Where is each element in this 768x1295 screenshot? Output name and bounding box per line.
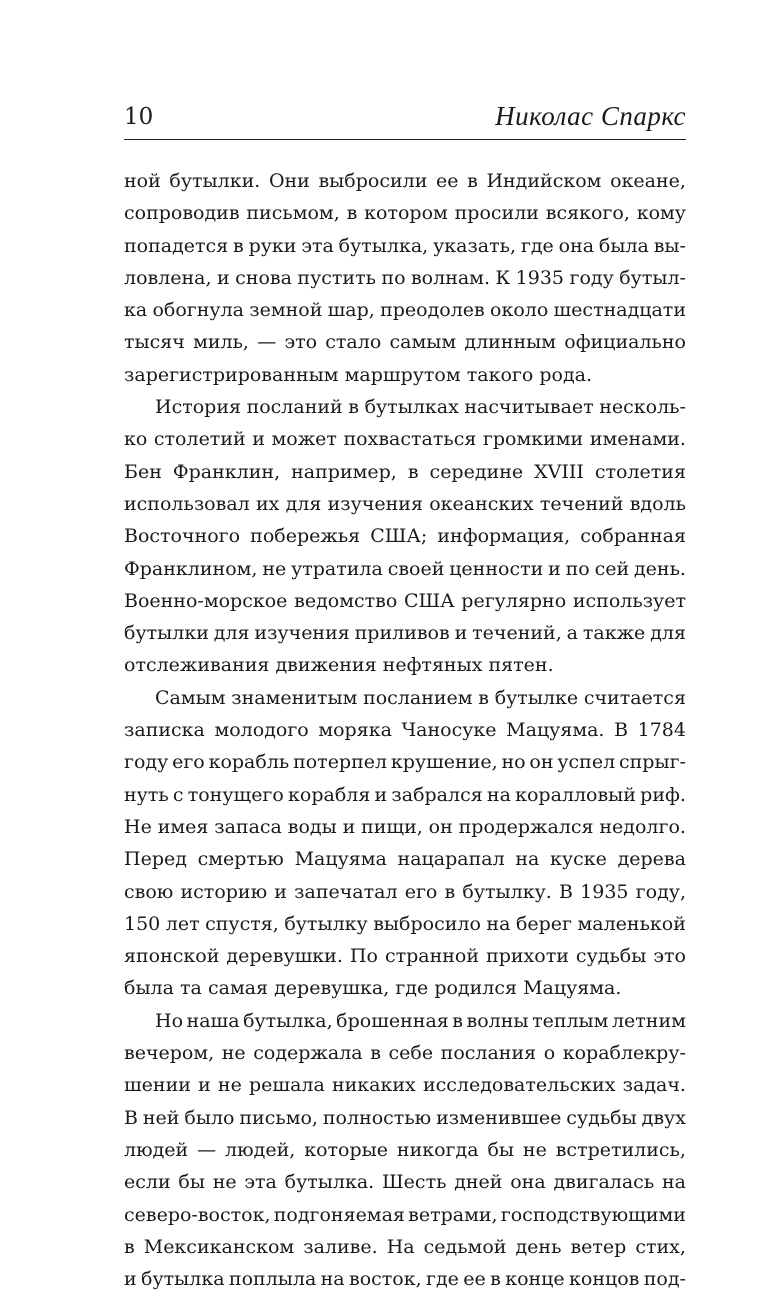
text-line: вечером, не содержала в себе послания о кораблекру- — [124, 1042, 686, 1065]
text-line: ной бутылки. Они выбросили ее в Индийском океане, — [124, 170, 686, 192]
text-line: шении и не решала никаких исследовательских задач. — [124, 1074, 686, 1097]
text-line: если бы не эта бутылка. Шесть дней она двигалась на — [124, 1171, 686, 1194]
text-line: Перед смертью Мацуяма нацарапал на куске дерева — [124, 848, 686, 871]
text-line: была та самая деревушка, где родился Мацуяма. — [124, 977, 622, 1000]
text-line: ловлена, и снова пустить по волнам. К 1935 году бутыл- — [124, 266, 686, 289]
text-line: северо-восток, подгоняемая ветрами, господствующими — [124, 1203, 686, 1226]
text-line: в Мексиканском заливе. На седьмой день ветер стих, — [124, 1235, 686, 1258]
text-line: В ней было письмо, полностью изменившее судьбы двух — [124, 1106, 686, 1129]
text-line: сопроводив письмом, в котором просили всякого, кому — [124, 202, 686, 225]
header-divider — [124, 139, 686, 140]
text-line: История посланий в бутылках насчитывает несколь- — [155, 396, 686, 419]
text-line: ка обогнула земной шар, преодолев около шестнадцати — [124, 299, 686, 322]
text-line: Но наша бутылка, брошенная в волны теплым летним — [155, 1009, 686, 1032]
text-line: свою историю и запечатал его в бутылку. В 1935 году, — [124, 880, 686, 903]
text-line: году его корабль потерпел крушение, но он успел спрыг- — [124, 751, 686, 774]
text-line: 150 лет спустя, бутылку выбросило на берег маленькой — [124, 912, 686, 935]
text-line: ко столетий и может похвастаться громкими именами. — [124, 428, 686, 451]
text-line: тысяч миль, — это стало самым длинным официально — [124, 331, 686, 354]
text-line: отслеживания движения нефтяных пятен. — [124, 654, 554, 677]
text-line: Франклином, не утратила своей ценности и по сей день. — [124, 557, 686, 580]
text-line: Не имея запаса воды и пищи, он продержался недолго. — [124, 815, 686, 838]
text-line: и бутылка поплыла на восток, где ее в конце концов под- — [124, 1268, 686, 1291]
text-line: Военно-морское ведомство США регулярно использует — [124, 589, 686, 612]
text-line: использовал их для изучения океанских течений вдоль — [124, 492, 686, 515]
text-line: зарегистрированным маршрутом такого рода. — [124, 363, 593, 386]
text-line: Бен Франклин, например, в середине XVIII столетия — [124, 460, 686, 483]
text-line: Восточного побережья США; информация, собранная — [124, 525, 686, 548]
page-header — [124, 100, 686, 140]
text-line: попадется в руки эта бутылка, указать, где она была вы- — [124, 234, 686, 257]
running-title: Николас Спаркс — [495, 101, 686, 131]
body-text — [124, 165, 686, 1295]
text-line: записка молодого моряка Чаносуке Мацуяма. В 1784 — [124, 719, 686, 742]
text-line: нуть с тонущего корабля и забрался на коралловый риф. — [124, 783, 686, 806]
text-line: японской деревушки. По странной прихоти судьбы это — [124, 945, 686, 968]
text-line: людей — людей, которые никогда бы не встретились, — [124, 1138, 686, 1161]
text-line: бутылки для изучения приливов и течений, а также для — [124, 622, 686, 645]
text-line: Самым знаменитым посланием в бутылке считается — [155, 686, 686, 709]
page-number: 10 — [124, 104, 154, 130]
